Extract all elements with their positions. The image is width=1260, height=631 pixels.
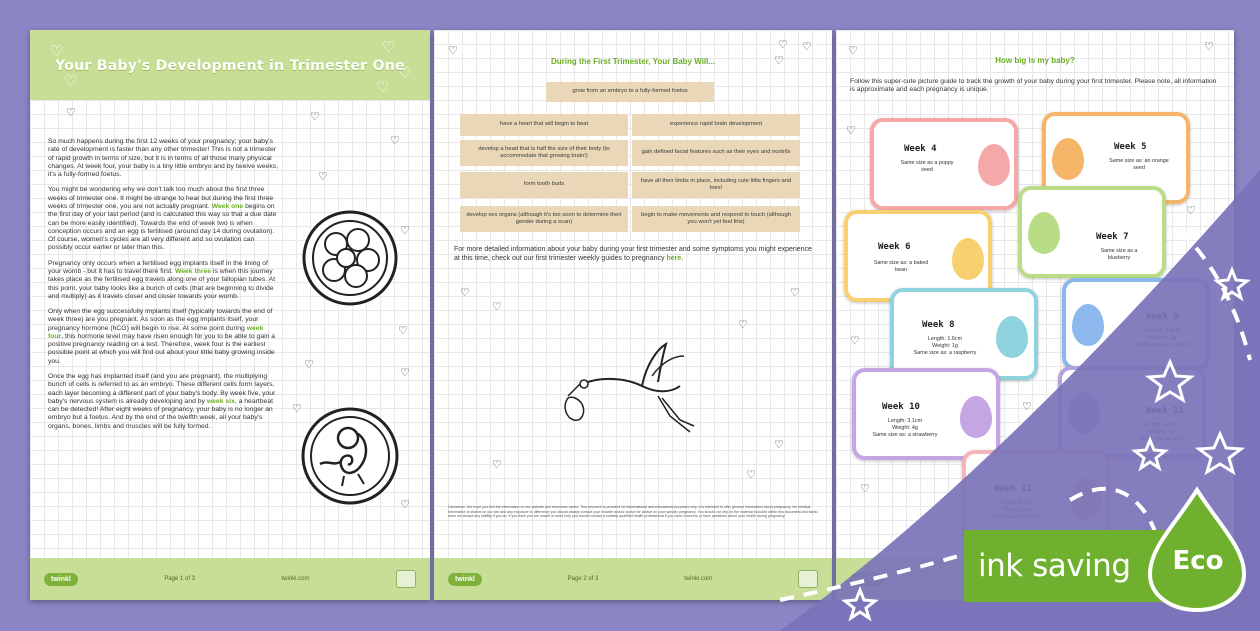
heart-icon: ♡ (382, 39, 396, 56)
development-box: grow from an embryo to a fully-formed foetus (546, 82, 714, 102)
heart-icon: ♡ (318, 171, 328, 183)
heart-icon: ♡ (400, 225, 410, 237)
heart-icon: ♡ (400, 499, 410, 511)
heart-icon: ♡ (460, 287, 470, 299)
paragraph: So much happens during the first 12 weeks of your pregnancy; your baby's rate of development is faster than any other trimester! This is not a trimester of rapid growth in terms of size, but it is in terms of all those many physical changes. At week four, your baby is a tiny little embryo and by twelve weeks, it's a fully-formed foetus. (48, 138, 279, 179)
heart-icon: ♡ (746, 469, 756, 481)
heart-icon: ♡ (1022, 401, 1032, 413)
heart-icon: ♡ (398, 325, 408, 337)
heart-icon: ♡ (848, 45, 858, 57)
heart-icon: ♡ (448, 45, 458, 57)
week-card: Week 8 Length: 1.6cm Weight: 1g Same size as: a raspberry (890, 288, 1038, 380)
intro-paragraph: Follow this super-cute picture guide to track the growth of your baby during your first trimester. Please note, all information is approximate and each pregnancy is unique. (850, 78, 1217, 94)
heart-icon: ♡ (1186, 205, 1196, 217)
development-box: experience rapid brain development (632, 114, 800, 136)
heart-icon: ♡ (774, 439, 784, 451)
eco-label: Eco (1172, 546, 1224, 576)
development-box: begin to make movements and respond to touch (although you won't yet feel this) (632, 206, 800, 232)
heart-icon: ♡ (860, 483, 870, 495)
ink-saving-label: ink saving (978, 548, 1131, 584)
paragraph: Pregnancy only occurs when a fertilised egg implants itself in the lining of your womb - but it has to travel there first. Week three is when this journey takes place as the fertilised egg travels along one of your fallopian tubes. At this point, your baby looks like a bunch of cells (that are beginning to divide and multiply) as it travels closer and closer towards your womb. (48, 259, 276, 300)
page-title: Your Baby's Development in Trimester One (55, 58, 405, 74)
heart-icon: ♡ (846, 125, 856, 137)
development-box: develop a head that is half the size of their body (to accommodate that growing brain!) (460, 140, 628, 166)
paragraph: You might be wondering why we don't talk too much about the first three weeks of trimester one. It might be strange to hear but during the first three weeks of trimester one, you are not actually pregnant. Week one begins on the first day of your last period (and is calculated this way so that a due date can be more easily identified). Towards the end of week two is when conception occurs and an egg is fertilised (around day 14 during ovulation). Of course, women's cycles are all very different and so ovulation can possibly occur earlier or later than this. (48, 186, 277, 252)
heart-icon: ♡ (400, 367, 410, 379)
development-box: have all their limbs in place, including cute little fingers and toes! (632, 172, 800, 198)
site-link[interactable]: twinkl.com (281, 576, 310, 582)
development-box: form tooth buds (460, 172, 628, 198)
heart-icon: ♡ (292, 403, 302, 415)
twinkl-logo: twinkl (44, 573, 78, 586)
heart-icon: ♡ (398, 65, 412, 82)
development-box: develop sex organs (although it's too soon to determine their gender during a scan) (460, 206, 628, 232)
week-card: Week 4 Same size as a poppy seed (870, 118, 1018, 210)
week-card: Week 6 Same size as: a baked bean (844, 210, 992, 302)
paragraph: Once the egg has implanted itself (and you are pregnant), the multiplying bunch of cells is referred to as an embryo. These different cells form layers, each layer becoming a different part of your baby's body. By week five, your baby's nervous system is already developing and by week six, a heartbeat can be detected! After eight weeks of pregnancy, your baby is no longer an embryo but a foetus. And by the end of the twelfth week, all your baby's organs, bones, limbs and muscles will be fully formed. (48, 373, 276, 430)
heart-icon: ♡ (774, 55, 784, 67)
heart-icon: ♡ (390, 135, 400, 147)
heart-icon: ♡ (64, 73, 78, 90)
week-card: Week 7 Same size as a blueberry (1018, 186, 1166, 278)
heart-icon: ♡ (50, 43, 64, 60)
heart-icon: ♡ (850, 335, 860, 347)
week-card: Week 10 Length: 3.1cm Weight: 4g Same size as: a strawberry (852, 368, 1000, 460)
disclaimer-text: Disclaimer: We hope you find the information on our website and resources useful. This resource is provided for informational and educational purposes only. It is intended to offer general information about pregnancy. No medical information is shared on our site and any exposure to difference you should always consult your midwife and/or doctor for advice on your specific pregnancy. You should not rely on the material included within this document and twinkl does not accept any liability if you do. If you think you are unwell or need help you should contact a suitably qualified health professional if you have concerns or have questions about your health during pregnancy. (448, 505, 818, 519)
guides-link[interactable]: here. (666, 254, 684, 262)
heart-icon: ♡ (492, 459, 502, 471)
paragraph: Only when the egg successfully implants itself (typically towards the end of week three) are you pregnant. As soon as the egg implants itself, your pregnancy hormone (hCG) will begin to rise. At some point during week four, this hormone level may have risen enough for you to be able to gain a positive pregnancy reading on a test. Therefore, week four is the earliest possible point at which you will find out about your little baby growing inside you. (48, 308, 276, 365)
heart-icon: ♡ (1204, 41, 1214, 53)
site-link[interactable]: twinkl.com (684, 576, 713, 582)
heart-icon: ♡ (790, 287, 800, 299)
page-number: Page 1 of 3 (164, 576, 196, 582)
page-number: Page 2 of 3 (567, 576, 599, 582)
heart-icon: ♡ (492, 301, 502, 313)
heart-icon: ♡ (376, 79, 390, 96)
section-title: During the First Trimester, Your Baby Will... (550, 57, 716, 66)
heart-icon: ♡ (304, 359, 314, 371)
twinkl-logo: twinkl (448, 573, 482, 586)
heart-icon: ♡ (66, 107, 76, 119)
development-box: gain defined facial features such as their eyes and nostrils (632, 140, 800, 166)
heart-icon: ♡ (778, 39, 788, 51)
section-title: How big is my baby? (995, 56, 1075, 65)
week-card: Week 5 Same size as: an orange seed (1042, 112, 1190, 204)
heart-icon: ♡ (310, 111, 320, 123)
heart-icon: ♡ (738, 319, 748, 331)
development-box: have a heart that will begin to beat (460, 114, 628, 136)
heart-icon: ♡ (802, 41, 812, 53)
more-info-paragraph: For more detailed information about your baby during your first trimester and some symptoms you might experience at this time, check out our first trimester weekly guides to pregnancy here. (454, 246, 812, 262)
ink-saving-badge (964, 530, 1168, 602)
